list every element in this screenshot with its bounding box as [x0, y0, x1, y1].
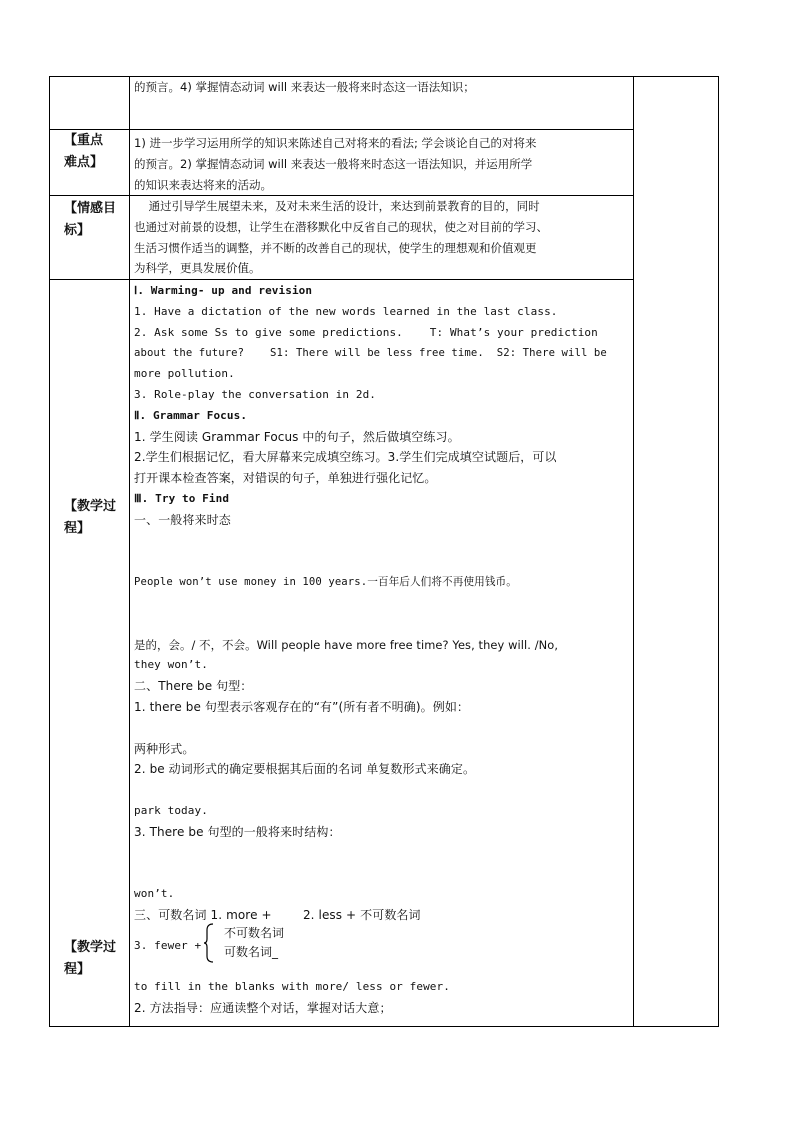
emotion-goal-line: 也通过对前景的设想，让学生在潜移默化中反省自己的现状，使之对目前的学习、	[134, 219, 548, 234]
process-line: 2. Ask some Ss to give some predictions. T: What’s your prediction	[134, 325, 598, 339]
emotion-goal-label-line2: 标】	[64, 223, 91, 238]
process-line	[134, 614, 634, 635]
emotion-goal-line: 通过引导学生展望未来，及对未来生活的设计，来达到前景教育的目的，同时	[134, 199, 540, 213]
process-line	[134, 780, 634, 801]
teaching-process-label-line1: 【教学过	[64, 940, 117, 955]
process-line: 是的，会。/ 不，不会。Will people have more free time? Yes, they will. /No,	[134, 637, 559, 652]
emotion-goal-line: 为科学，更具发展价值。	[134, 261, 261, 276]
key-points-label-line2: 难点】	[64, 155, 104, 170]
teaching-process-label-line2: 程】	[64, 521, 91, 536]
table-border-left	[49, 76, 50, 1027]
key-points-line: 的预言。2) 掌握情态动词 will 来表达一般将来时态这一语法知识，并运用所学	[134, 156, 533, 171]
teaching-process-label-line1: 【教学过	[64, 499, 117, 514]
teaching-process-label-line2: 程】	[64, 962, 91, 977]
process-line: won’t.	[134, 887, 175, 901]
teaching-process-label-1	[52, 496, 140, 540]
process-line	[134, 843, 634, 864]
key-points-label	[52, 130, 140, 174]
process-line: 2. 方法指导：应通读整个对话，掌握对话大意；	[134, 1001, 392, 1016]
subheading-there-be: 二、There be 句型：	[134, 679, 253, 694]
process-line	[134, 551, 634, 572]
process-line: 1. there be 句型表示客观存在的“有”(所有者不明确)。例如：	[134, 699, 470, 714]
process-line: People won’t use money in 100 years.一百年后人们将不再使用钱币。	[134, 576, 517, 589]
process-line: 三、可数名词 1. more + 2. less + 不可数名词	[134, 907, 421, 922]
key-points-line: 1) 进一步学习运用所学的知识来陈述自己对将来的看法; 学会谈论自己的对将来	[134, 136, 537, 150]
process-line: 两种形式。	[134, 741, 195, 756]
objectives-continuation: 的预言。4) 掌握情态动词 will 来表达一般将来时态这一语法知识；	[134, 80, 475, 94]
emotion-goal-label	[52, 198, 140, 242]
process-line: 3. fewer +	[134, 938, 202, 952]
process-line: they won’t.	[134, 658, 208, 672]
key-points-label-line1: 【重点	[64, 133, 104, 148]
process-line: 打开课本检查答案，对错误的句子，单独进行强化记忆。	[134, 471, 437, 486]
process-line: 2. be 动词形式的确定要根据其后面的名词 单复数形式来确定。	[134, 762, 476, 777]
process-line: 3. There be 句型的一般将来时结构：	[134, 824, 341, 839]
section-title-grammar-focus: Ⅱ. Grammar Focus.	[134, 408, 248, 422]
process-line: park today.	[134, 803, 208, 817]
table-border-bottom	[49, 1026, 719, 1027]
key-points-text	[134, 133, 537, 195]
process-line: about the future? S1: There will be less free time. S2: There will be	[134, 347, 607, 360]
process-line	[134, 593, 634, 614]
process-line: 1. 学生阅读 Grammar Focus 中的句子，然后做填空练习。	[134, 429, 460, 444]
process-line	[134, 863, 634, 884]
emotion-goal-text	[134, 196, 548, 279]
curly-brace-icon	[203, 923, 215, 963]
brace-options	[224, 924, 284, 962]
emotion-goal-line: 生活习惯作适当的调整，并不断的改善自己的现状，使学生的理想观和价值观更	[134, 240, 537, 255]
brace-option-countable: 可数名词_	[224, 945, 279, 959]
process-line: more pollution.	[134, 367, 235, 381]
process-line: 2.学生们根据记忆，看大屏幕来完成填空练习。3.学生们完成填空试题后，可以	[134, 450, 557, 465]
process-line: 1. Have a dictation of the new words learned in the last class.	[134, 304, 558, 318]
teaching-process-content	[134, 281, 634, 1019]
process-line: to fill in the blanks with more/ less or fewer.	[134, 980, 450, 994]
teaching-process-label-2	[52, 937, 140, 981]
emotion-goal-label-line1: 【情感目	[64, 201, 117, 216]
section-title-try-to-find: Ⅲ. Try to Find	[134, 491, 230, 505]
subheading-future-tense: 一、一般将来时态	[134, 512, 231, 527]
key-points-line: 的知识来表达将来的活动。	[134, 177, 272, 192]
process-line: 3. Role-play the conversation in 2d.	[134, 387, 377, 401]
process-line	[134, 718, 634, 739]
process-line	[134, 531, 634, 552]
brace-option-uncountable: 不可数名词	[224, 926, 285, 940]
table-border-right	[718, 76, 719, 1027]
section-title-warming-up: Ⅰ. Warming- up and revision	[134, 284, 313, 297]
